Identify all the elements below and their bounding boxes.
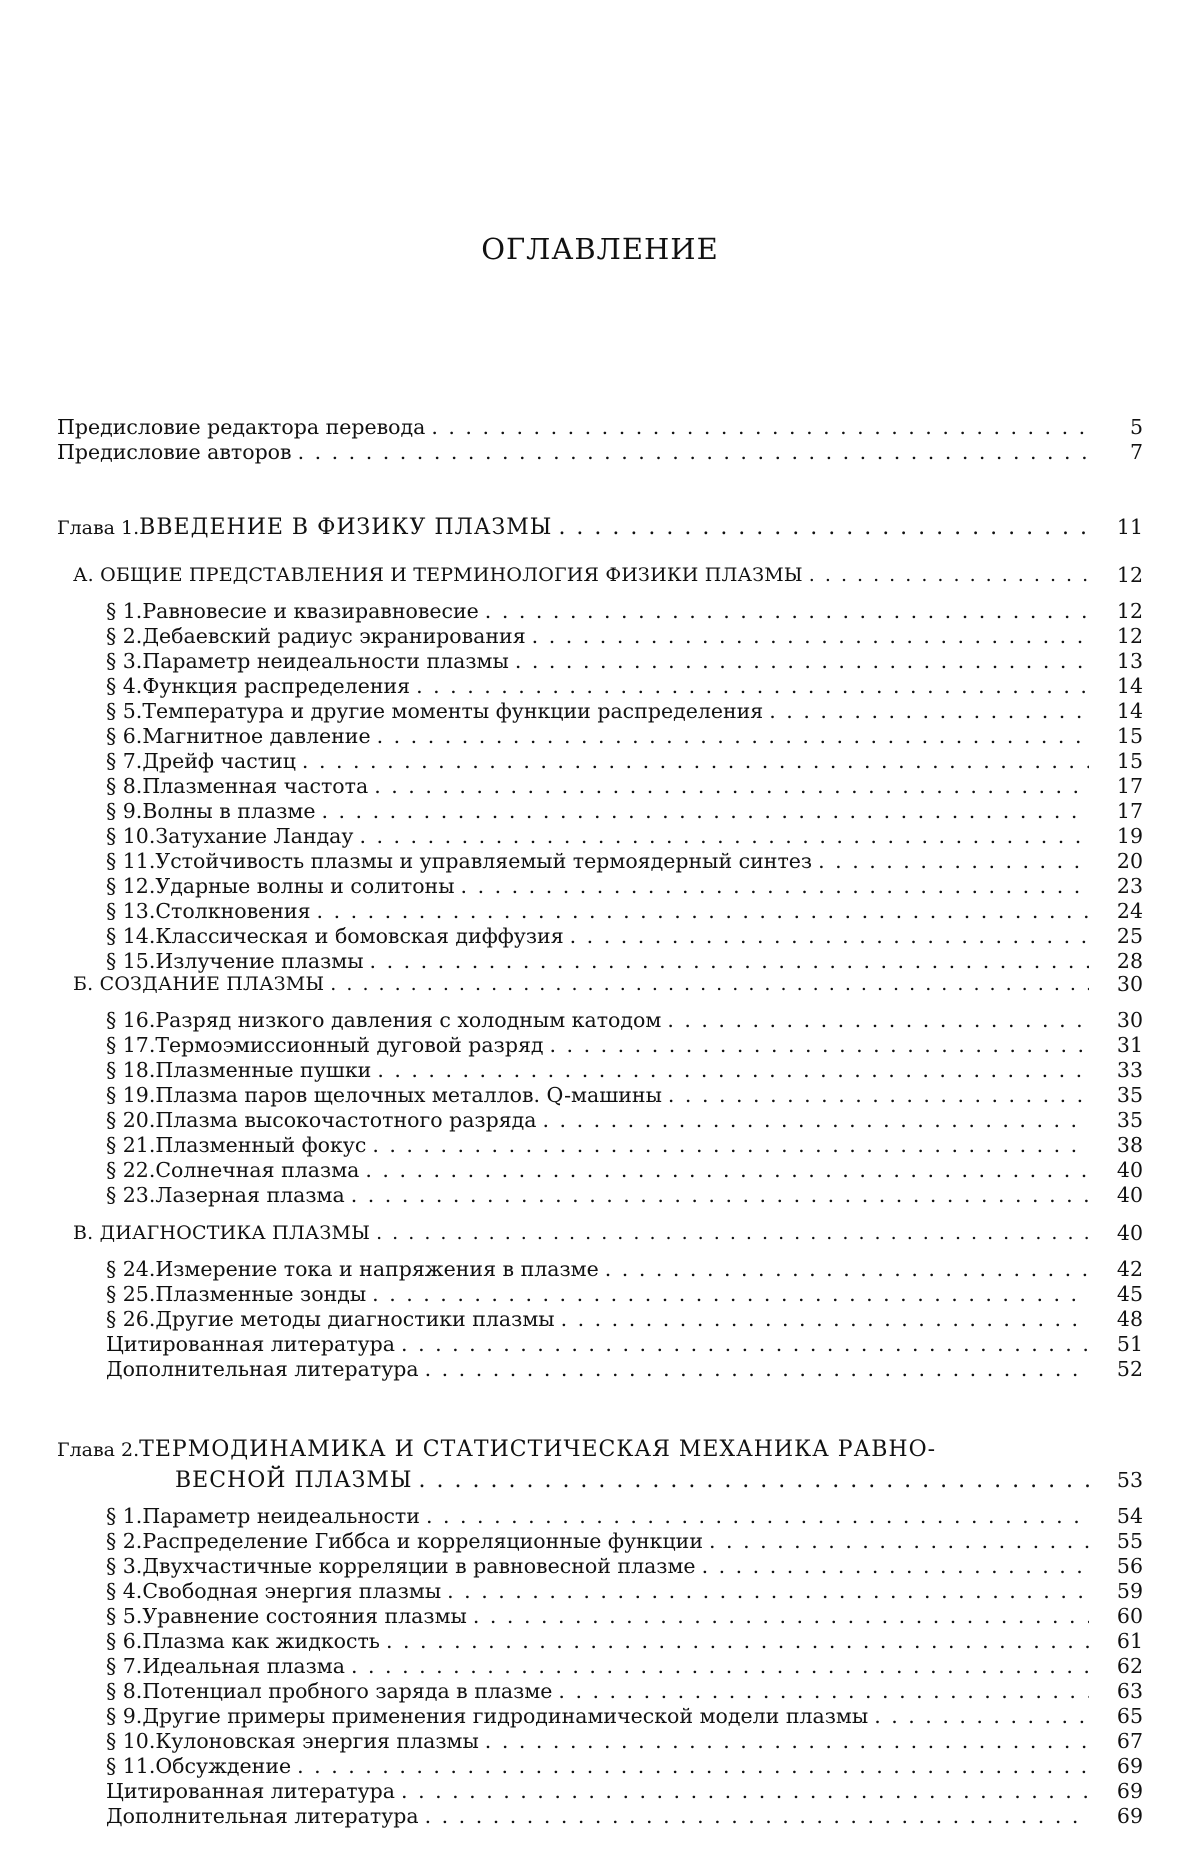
page-number: 54 [1116,1504,1143,1528]
toc-entry [106,799,1095,824]
page-number: 28 [1116,949,1143,973]
dot-leader [426,1504,1089,1529]
toc-entry [106,924,1095,949]
entry-number: § 2. [106,624,143,648]
entry-number: § 2. [106,1529,143,1553]
dot-leader [298,440,1089,465]
page-number: 11 [1116,515,1143,539]
entry-number: § 1. [106,1504,143,1528]
toc-entry [106,1307,1095,1332]
dot-leader [330,972,1089,997]
toc-entry [106,1529,1095,1554]
entry-number: § 18. [106,1058,156,1082]
dot-leader [667,1008,1089,1033]
page-number: 17 [1116,799,1143,823]
toc-entry [106,1554,1095,1579]
toc-entry [106,1158,1095,1183]
dot-leader [374,774,1089,799]
chapter-number: Глава 2. [57,1439,140,1461]
page-number: 61 [1116,1629,1143,1653]
page-number: 12 [1116,599,1143,623]
entry-title: Цитированная литература [106,1779,396,1803]
dot-leader [376,1221,1089,1246]
page-number: 42 [1116,1257,1143,1281]
page-number: 52 [1116,1357,1143,1381]
dot-leader [370,949,1089,974]
entry-number: § 21. [106,1133,156,1157]
toc-entry [106,899,1095,924]
page-number: 59 [1116,1579,1143,1603]
page-number: 23 [1116,874,1143,898]
dot-leader [377,1058,1089,1083]
page-number: 30 [1116,1008,1143,1032]
entry-title: Ударные волны и солитоны [155,874,455,898]
toc-entry [106,1704,1095,1729]
entry-number: § 24. [106,1257,156,1281]
entry-title: Обсуждение [155,1754,292,1778]
entry-number: § 16. [106,1008,156,1032]
dot-leader [372,1133,1089,1158]
entry-title: Дополнительная литература [106,1804,419,1828]
page-number: 13 [1116,649,1143,673]
dot-leader [485,599,1089,624]
dot-leader [570,924,1089,949]
page-number: 17 [1116,774,1143,798]
entry-number: § 10. [106,1729,156,1753]
entry-title: Кулоновская энергия плазмы [155,1729,479,1753]
chapter-number: Глава 1. [57,517,140,539]
dot-leader [419,1468,1089,1493]
entry-number: § 20. [106,1108,156,1132]
chapter-title: ВЕСНОЙ ПЛАЗМЫ [175,1468,413,1493]
entry-title: В. ДИАГНОСТИКА ПЛАЗМЫ [73,1222,371,1244]
entry-number: § 3. [106,1554,143,1578]
page-number: 33 [1116,1058,1143,1082]
entry-title: Предисловие редактора перевода [57,415,426,439]
page-number: 35 [1116,1083,1143,1107]
section-heading [73,563,1095,588]
entry-number: § 26. [106,1307,156,1331]
entry-title: Потенциал пробного заряда в плазме [142,1679,553,1703]
toc-entry [106,949,1095,974]
toc-entry [106,1579,1095,1604]
page-number: 40 [1116,1221,1143,1245]
page-number: 62 [1116,1654,1143,1678]
entry-title: Разряд низкого давления с холодным катодом [155,1008,662,1032]
toc-entry [106,649,1095,674]
chapter-title: ВВЕДЕНИЕ В ФИЗИКУ ПЛАЗМЫ [139,515,553,540]
page-number: 15 [1116,724,1143,748]
page-number: 7 [1129,440,1143,464]
page-number: 51 [1116,1332,1143,1356]
dot-leader [359,824,1089,849]
dot-leader [485,1729,1089,1754]
entry-title: Идеальная плазма [142,1654,345,1678]
page-number: 12 [1116,563,1143,587]
page-number: 40 [1116,1183,1143,1207]
dot-leader [447,1579,1089,1604]
toc-entry [106,1183,1095,1208]
toc-entry [106,674,1095,699]
section-heading [73,1221,1095,1246]
entry-title: Плазменные зонды [155,1282,367,1306]
dot-leader [386,1629,1089,1654]
chapter-heading [57,515,1095,540]
entry-title: Плазма паров щелочных металлов. Q-машины [155,1083,662,1107]
dot-leader [321,799,1089,824]
dot-leader [550,1033,1089,1058]
toc-entry [106,1654,1095,1679]
toc-entry [106,849,1095,874]
entry-title: Предисловие авторов [57,440,292,464]
entry-number: § 15. [106,949,156,973]
entry-number: § 9. [106,1704,143,1728]
entry-title: Измерение тока и напряжения в плазме [155,1257,599,1281]
dot-leader [377,724,1089,749]
entry-number: § 25. [106,1282,156,1306]
entry-title: Устойчивость плазмы и управляемый термоядерный синтез [155,849,813,873]
entry-title: Плазма как жидкость [142,1629,380,1653]
page-number: 45 [1116,1282,1143,1306]
entry-number: § 6. [106,724,143,748]
entry-number: § 11. [106,849,156,873]
entry-number: § 5. [106,1604,143,1628]
page-number: 55 [1116,1529,1143,1553]
entry-number: § 9. [106,799,143,823]
dot-leader [809,563,1089,588]
entry-title: Дрейф частиц [142,749,296,773]
toc-entry [106,624,1095,649]
toc-entry [106,1629,1095,1654]
page-number: 60 [1116,1604,1143,1628]
toc-entry [106,1083,1095,1108]
dot-leader [515,649,1089,674]
dot-leader [365,1158,1089,1183]
toc-entry [106,1504,1095,1529]
dot-leader [351,1183,1089,1208]
entry-number: § 23. [106,1183,156,1207]
entry-title: Равновесие и квазиравновесие [142,599,479,623]
dot-leader [702,1554,1089,1579]
toc-entry [106,749,1095,774]
page-number: 69 [1116,1804,1143,1828]
entry-number: § 17. [106,1033,156,1057]
chapter-title: ТЕРМОДИНАМИКА И СТАТИСТИЧЕСКАЯ МЕХАНИКА РАВНО- [139,1437,937,1462]
entry-title: Распределение Гиббса и корреляционные функции [142,1529,704,1553]
entry-title: Другие методы диагностики плазмы [155,1307,555,1331]
entry-title: Параметр неидеальности плазмы [142,649,509,673]
entry-title: Цитированная литература [106,1332,396,1356]
dot-leader [668,1083,1089,1108]
chapter-heading [57,1437,1095,1462]
entry-number: § 12. [106,874,156,898]
toc-entry [57,440,1095,465]
section-heading [73,972,1095,997]
toc-entry [106,1679,1095,1704]
entry-number: § 4. [106,674,143,698]
dot-leader [709,1529,1089,1554]
dot-leader [317,899,1089,924]
toc-entry [106,1604,1095,1629]
entry-title: Функция распределения [142,674,411,698]
dot-leader [425,1357,1089,1382]
dot-leader [372,1282,1089,1307]
entry-number: § 3. [106,649,143,673]
entry-number: § 22. [106,1158,156,1182]
dot-leader [473,1604,1089,1629]
dot-leader [302,749,1089,774]
page-number: 69 [1116,1779,1143,1803]
toc-entry [106,1257,1095,1282]
toc-entry [106,1133,1095,1158]
entry-number: § 6. [106,1629,143,1653]
toc-entry [106,599,1095,624]
page-number: 14 [1116,699,1143,723]
page-number: 24 [1116,899,1143,923]
toc-entry [106,1108,1095,1133]
dot-leader [558,1679,1089,1704]
entry-title: Плазменная частота [142,774,369,798]
page-number: 63 [1116,1679,1143,1703]
toc-entry [106,699,1095,724]
toc-entry [106,774,1095,799]
entry-title: Волны в плазме [142,799,316,823]
dot-leader [769,699,1089,724]
entry-number: § 8. [106,774,143,798]
dot-leader [425,1804,1089,1829]
entry-title: Дебаевский радиус экранирования [142,624,526,648]
entry-number: § 13. [106,899,156,923]
entry-title: Излучение плазмы [155,949,364,973]
dot-leader [561,1307,1089,1332]
dot-leader [416,674,1089,699]
toc-entry [106,1033,1095,1058]
dot-leader [461,874,1089,899]
entry-number: § 19. [106,1083,156,1107]
page-number: 15 [1116,749,1143,773]
toc-entry [106,724,1095,749]
page-number: 25 [1116,924,1143,948]
chapter-title-continued [175,1468,1095,1493]
dot-leader [558,515,1089,540]
dot-leader [543,1108,1089,1133]
entry-title: Термоэмиссионный дуговой разряд [155,1033,544,1057]
dot-leader [532,624,1089,649]
page-number: 19 [1116,824,1143,848]
page-number: 31 [1116,1033,1143,1057]
entry-number: § 11. [106,1754,156,1778]
entry-number: § 8. [106,1679,143,1703]
page-number: 69 [1116,1754,1143,1778]
entry-title: Другие примеры применения гидродинамической модели плазмы [142,1704,869,1728]
entry-number: § 10. [106,824,156,848]
page-number: 65 [1116,1704,1143,1728]
dot-leader [818,849,1089,874]
entry-number: § 7. [106,749,143,773]
entry-title: Параметр неидеальности [142,1504,420,1528]
toc-entry [106,1779,1095,1804]
page-number: 38 [1116,1133,1143,1157]
toc-entry [106,1332,1095,1357]
toc-entry [106,1729,1095,1754]
entry-title: Уравнение состояния плазмы [142,1604,467,1628]
entry-title: Затухание Ландау [155,824,354,848]
entry-number: § 5. [106,699,143,723]
dot-leader [351,1654,1089,1679]
page-number: 56 [1116,1554,1143,1578]
entry-title: Б. СОЗДАНИЕ ПЛАЗМЫ [73,973,325,995]
entry-number: § 14. [106,924,156,948]
toc-entry [106,874,1095,899]
entry-title: Магнитное давление [142,724,371,748]
dot-leader [297,1754,1089,1779]
entry-title: Двухчастичные корреляции в равновесной плазме [142,1554,696,1578]
toc-entry [106,824,1095,849]
toc-entry [106,1008,1095,1033]
toc-entry [57,415,1095,440]
page-number: 53 [1116,1468,1143,1492]
entry-title: Классическая и бомовская диффузия [155,924,564,948]
entry-title: Дополнительная литература [106,1357,419,1381]
page-number: 14 [1116,674,1143,698]
toc-entry [106,1282,1095,1307]
dot-leader [431,415,1089,440]
dot-leader [874,1704,1089,1729]
dot-leader [401,1332,1089,1357]
page-number: 12 [1116,624,1143,648]
page-number: 20 [1116,849,1143,873]
toc-entry [106,1357,1095,1382]
page-number: 30 [1116,972,1143,996]
page-number: 5 [1129,415,1143,439]
entry-title: Температура и другие моменты функции распределения [142,699,764,723]
entry-number: § 4. [106,1579,143,1603]
page-number: 40 [1116,1158,1143,1182]
entry-title: А. ОБЩИЕ ПРЕДСТАВЛЕНИЯ И ТЕРМИНОЛОГИЯ ФИЗИКИ ПЛАЗМЫ [73,564,803,586]
toc-entry [106,1754,1095,1779]
page-number: 67 [1116,1729,1143,1753]
entry-number: § 7. [106,1654,143,1678]
page-number: 35 [1116,1108,1143,1132]
entry-title: Столкновения [155,899,311,923]
entry-title: Плазма высокочастотного разряда [155,1108,537,1132]
entry-title: Плазменные пушки [155,1058,372,1082]
entry-number: § 1. [106,599,143,623]
dot-leader [401,1779,1089,1804]
toc-entry [106,1804,1095,1829]
page-title: ОГЛАВЛЕНИЕ [481,232,719,266]
entry-title: Лазерная плазма [155,1183,345,1207]
page-number: 48 [1116,1307,1143,1331]
dot-leader [605,1257,1089,1282]
toc-entry [106,1058,1095,1083]
entry-title: Плазменный фокус [155,1133,367,1157]
entry-title: Свободная энергия плазмы [142,1579,442,1603]
entry-title: Солнечная плазма [155,1158,360,1182]
